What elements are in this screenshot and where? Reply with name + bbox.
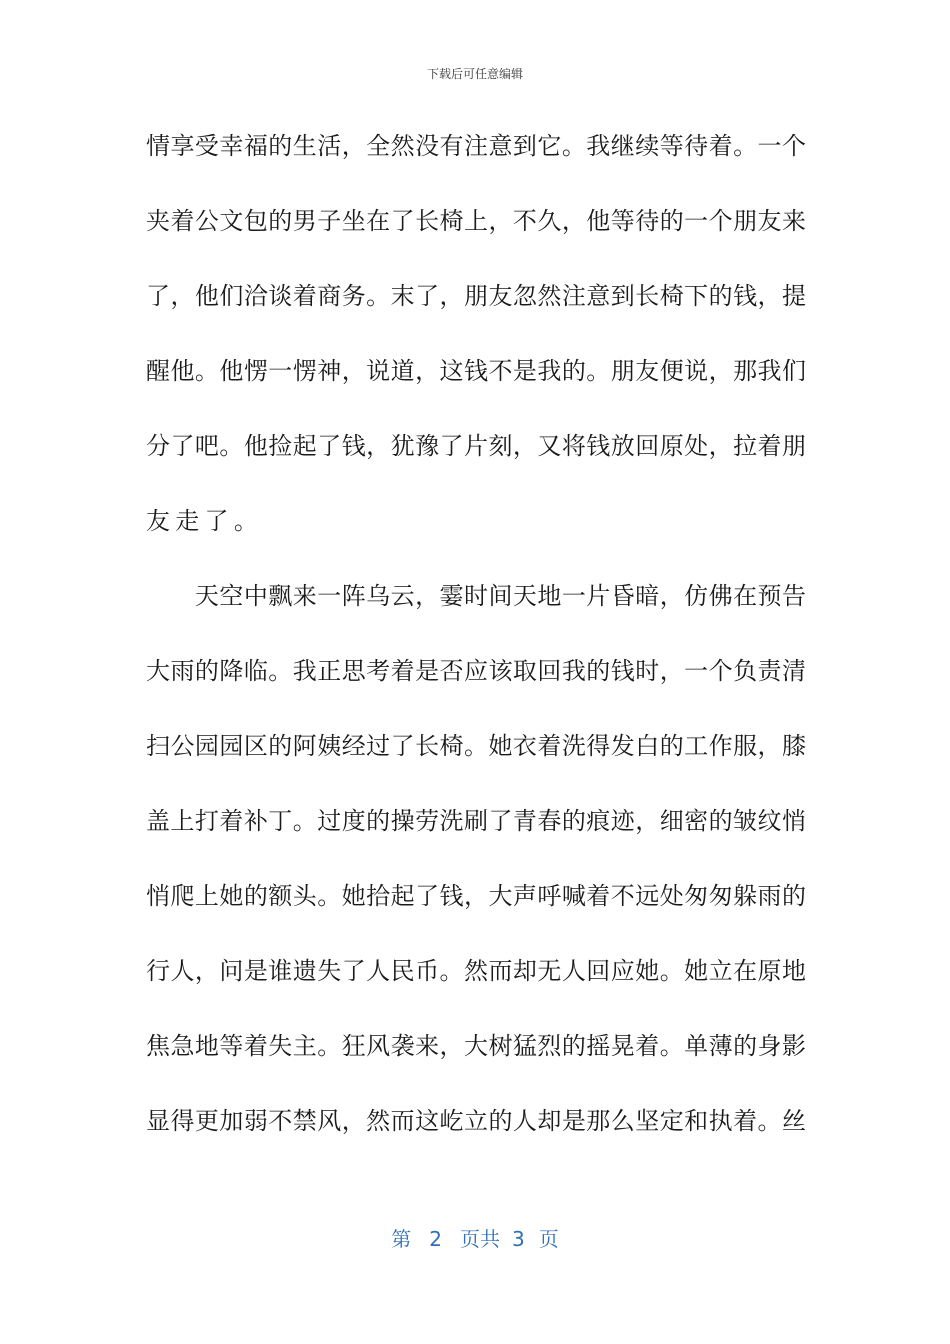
page-middle-text: 页共 xyxy=(460,1227,500,1251)
text-line: 行人，问是谁遗失了人民币。然而却无人回应她。她立在原地 xyxy=(146,957,806,985)
text-line: 醒他。他愣一愣神，说道，这钱不是我的。朋友便说，那我们 xyxy=(146,357,806,385)
page-suffix: 页 xyxy=(538,1227,559,1251)
text-line: 情享受幸福的生活，全然没有注意到它。我继续等待着。一个 xyxy=(146,132,806,160)
text-line: 了，他们洽谈着商务。末了，朋友忽然注意到长椅下的钱，提 xyxy=(146,282,806,310)
text-line: 分了吧。他捡起了钱，犹豫了片刻，又将钱放回原处，拉着朋 xyxy=(146,432,806,460)
text-line: 天空中飘来一阵乌云，霎时间天地一片昏暗，仿佛在预告 xyxy=(146,582,806,610)
text-line: 夹着公文包的男子坐在了长椅上，不久，他等待的一个朋友来 xyxy=(146,207,806,235)
text-line: 友走了。 xyxy=(146,507,264,535)
header-note: 下载后可任意编辑 xyxy=(426,67,523,81)
page-prefix: 第 xyxy=(391,1227,412,1251)
total-pages-number: 3 xyxy=(512,1227,525,1251)
text-line: 显得更加弱不禁风，然而这屹立的人却是那么坚定和执着。丝 xyxy=(146,1107,806,1135)
document-body xyxy=(146,126,806,1176)
text-line: 焦急地等着失主。狂风袭来，大树猛烈的摇晃着。单薄的身影 xyxy=(146,1032,806,1060)
text-line: 盖上打着补丁。过度的操劳洗刷了青春的痕迹，细密的皱纹悄 xyxy=(146,807,806,835)
text-line: 扫公园园区的阿姨经过了长椅。她衣着洗得发白的工作服，膝 xyxy=(146,732,806,760)
page-footer xyxy=(0,1226,950,1252)
text-line: 大雨的降临。我正思考着是否应该取回我的钱时，一个负责清 xyxy=(146,657,806,685)
text-line: 悄爬上她的额头。她拾起了钱，大声呼喊着不远处匆匆躲雨的 xyxy=(146,882,806,910)
current-page-number: 2 xyxy=(429,1227,442,1251)
